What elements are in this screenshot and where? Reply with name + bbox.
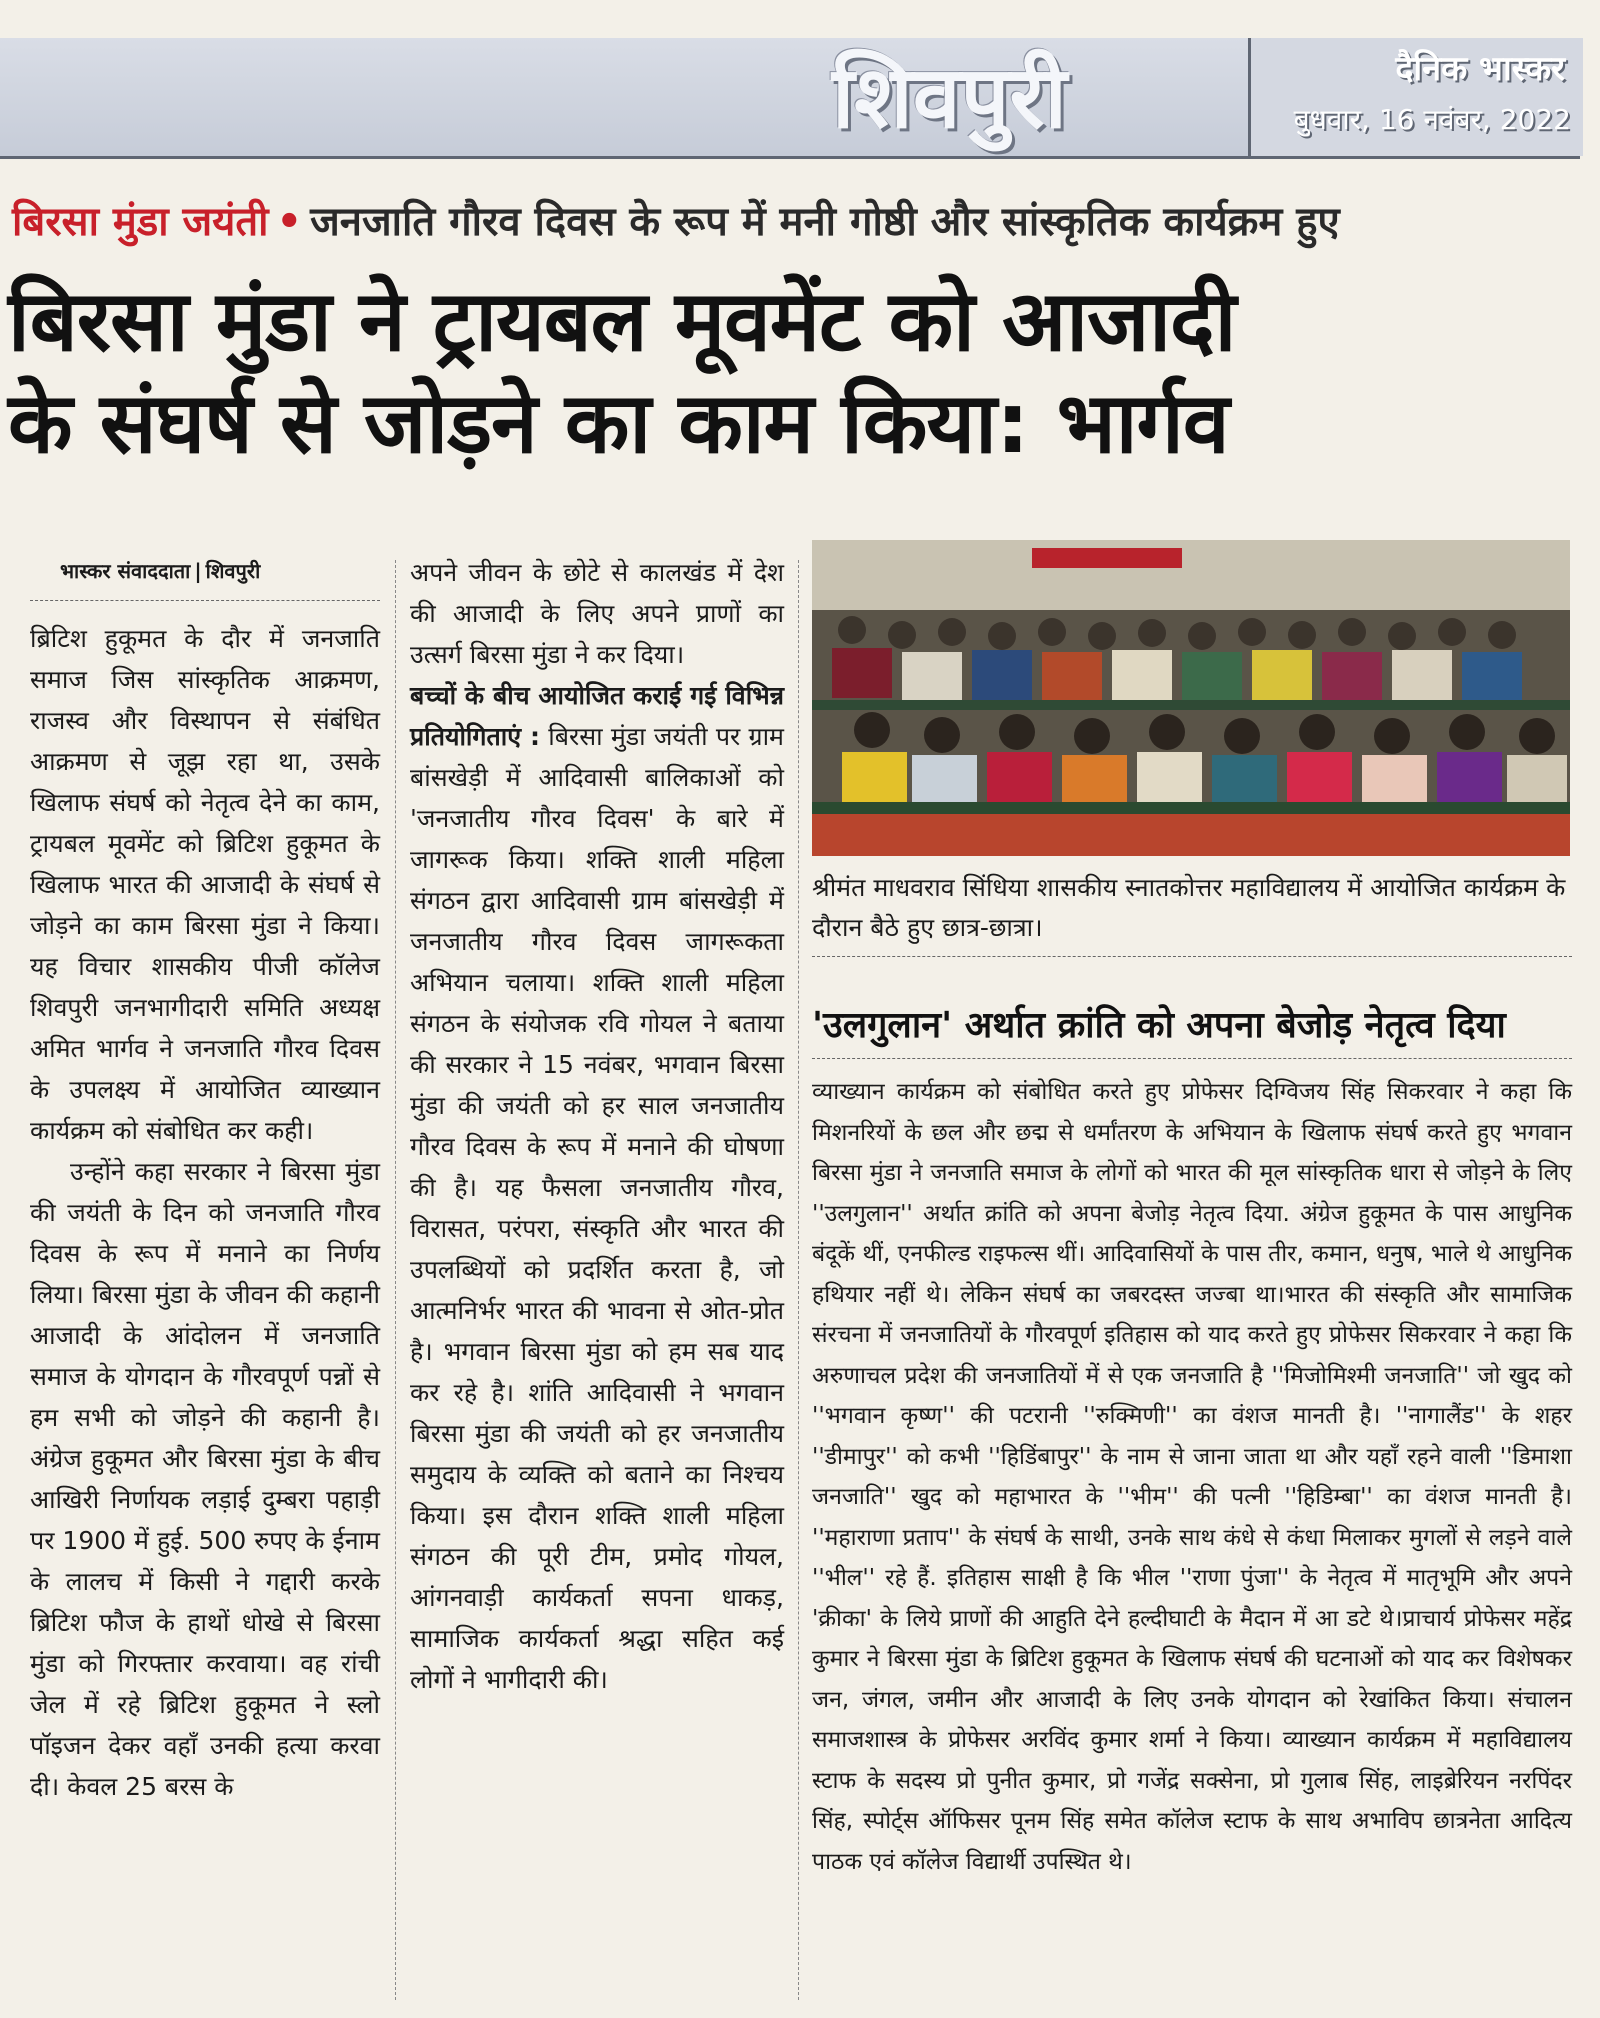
paper-name: दैनिक भास्कर [1395, 49, 1565, 89]
byline [60, 557, 260, 584]
caption-rule [812, 956, 1572, 957]
kicker-bullet: • [276, 199, 303, 245]
column-2 [410, 552, 784, 1700]
column-divider-2 [798, 560, 799, 2000]
headline-line-2: के संघर्ष से जोड़ने का काम किया: भार्गव [8, 374, 1229, 472]
column-divider-1 [395, 560, 396, 2000]
column-2-paragraph-2: बिरसा मुंडा जयंती पर ग्राम बांसखेड़ी में आदिवासी बालिकाओं को 'जनजातीय गौरव दिवस' के बारे में जागरूक किया। शक्ति शाली महिला संगठन द्वारा आदिवासी ग्राम बांसखेड़ी में जनजातीय गौरव दिवस जागरूकता अभियान चलाया। शक्ति शाली महिला संगठन के संयोजक रवि गोयल ने बताया की सरकार ने 15 नवंबर, भगवान बिरसा मुंडा की जयंती को हर साल जनजातीय गौरव दिवस के रूप में मनाने की घोषणा की है। यह फैसला जनजातीय गौरव, विरासत, परंपरा, संस्कृति और भारत की उपलब्धियों को प्रदर्शित करता है, जो आत्मनिर्भर भारत की भावना से ओत-प्रोत है। भगवान बिरसा मुंडा को हम सब याद कर रहे है। शांति आदिवासी ने भगवान बिरसा मुंडा की जयंती को हर जनजातीय समुदाय के व्यक्ति को बताने का निश्चय किया। इस दौरान शक्ति शाली महिला संगठन की पूरी टीम, प्रमोद गोयल, आंगनवाड़ी कार्यकर्ता सपना धाकड़, सामाजिक कार्यकर्ता श्रद्धा सहित कई लोगों ने भागीदारी की। [410, 722, 785, 1694]
kicker-tag: बिरसा मुंडा जयंती [12, 199, 269, 245]
byline-separator: | [194, 559, 202, 583]
column-1-paragraph-1: ब्रिटिश हुकूमत के दौर में जनजाति समाज जिस सांस्कृतिक आक्रमण, राजस्व और विस्थापन से संबंधित आक्रमण से जूझ रहा था, उसके खिलाफ संघर्ष को नेतृत्व देने का काम, ट्रायबल मूवमेंट को ब्रिटिश हुकूमत के खिलाफ भारत की आजादी के संघर्ष से जोड़ने का काम बिरसा मुंडा ने किया। यह विचार शासकीय पीजी कॉलेज शिवपुरी जनभागीदारी समिति अध्यक्ष अमित भार्गव ने जनजाति गौरव दिवस के उपलक्ष्य में आयोजित व्याख्यान कार्यक्रम को संबोधित कर कही। [30, 624, 380, 1145]
photo-caption: श्रीमंत माधवराव सिंधिया शासकीय स्नातकोत्तर महाविद्यालय में आयोजित कार्यक्रम के दौरान बैठे हुए छात्र-छात्रा। [812, 873, 1566, 942]
column-1-paragraph-2: उन्होंने कहा सरकार ने बिरसा मुंडा की जयंती के दिन को जनजाति गौरव दिवस के रूप में मनाने का निर्णय लिया। बिरसा मुंडा के जीवन की कहानी आजादी के आंदोलन में जनजाति समाज के योगदान के गौरवपूर्ण पन्नों से हम सभी को जोड़ने की कहानी है।अंग्रेज हुकूमत और बिरसा मुंडा के बीच आखिरी निर्णायक लड़ाई दुम्बरा पहाड़ी पर 1900 में हुई. 500 रुपए के ईनाम के लालच में किसी ने गद्दारी करके ब्रिटिश फौज के हाथों धोखे से बिरसा मुंडा को गिरफ्तार करवाया। वह रांची जेल में रहे ब्रिटिश हुकूमत ने स्लो पॉइजन देकर वहाँ उनकी हत्या करवा दी। केवल 25 बरस के [30, 1157, 380, 1801]
kicker-subtitle: जनजाति गौरव दिवस के रूप में मनी गोष्ठी और सांस्कृतिक कार्यक्रम हुए [310, 199, 1340, 245]
column-2-paragraph-1: अपने जीवन के छोटे से कालखंड में देश की आजादी के लिए अपने प्राणों का उत्सर्ग बिरसा मुंडा ने कर दिया। [410, 558, 784, 669]
byline-place: शिवपुरी [205, 559, 261, 583]
column-1 [30, 618, 380, 1807]
column-2-subhead: बच्चों के बीच आयोजित कराई गई विभिन्न प्रतियोगिताएं : [410, 681, 784, 751]
audience-photo-illustration [812, 540, 1570, 856]
headline-line-1: बिरसा मुंडा ने ट्रायबल मूवमेंट को आजादी [8, 272, 1236, 370]
city-title: शिवपुरी [832, 48, 1067, 148]
story-2-body: व्याख्यान कार्यक्रम को संबोधित करते हुए प्रोफेसर दिग्विजय सिंह सिकरवार ने कहा कि मिशनरियों के छल और छद्म से धर्मांतरण के अभियान के खिलाफ संघर्ष करते हुए भगवान बिरसा मुंडा ने जनजाति समाज के लोगों को भारत की मूल सांस्कृतिक धारा से जोड़ने के लिए ''उलगुलान'' अर्थात क्रांति को अपना बेजोड़ नेतृत्व दिया. अंग्रेज हुकूमत के पास आधुनिक बंदूकें थीं, एनफील्ड राइफल्स थीं। आदिवासियों के पास तीर, कमान, धनुष, भाले थे आधुनिक हथियार नहीं थे। लेकिन संघर्ष का जबरदस्त जज्बा था।भारत की संस्कृति और सामाजिक संरचना में जनजातियों के गौरवपूर्ण इतिहास को याद करते हुए प्रोफेसर सिकरवार ने कहा कि अरुणाचल प्रदेश की जनजातियों में से एक जनजाति है ''मिजोमिश्मी जनजाति'' जो खुद को ''भगवान कृष्ण'' की पटरानी ''रुक्मिणी'' का वंशज मानती है। ''नागालैंड'' के शहर ''डीमापुर'' को कभी ''हिडिंबापुर'' के नाम से जाना जाता था और यहाँ रहने वाली ''डिमाशा जनजाति'' खुद को महाभारत के ''भीम'' की पत्नी ''हिडिम्बा'' का वंशज मानती है। ''महाराणा प्रताप'' के संघर्ष के साथी, उनके साथ कंधे से कंधा मिलाकर मुगलों से लड़ने वाले ''भील'' रहे हैं. इतिहास साक्षी है कि भील ''राणा पुंजा'' के नेतृत्व में मातृभूमि और अपने 'क्रीका' के लिये प्राणों की आहुति देने हल्दीघाटी के मैदान में आ डटे थे।प्राचार्य प्रोफेसर महेंद्र कुमार ने बिरसा मुंडा के ब्रिटिश हुकूमत के खिलाफ संघर्ष की घटनाओं को याद कर विशेषकर जन, जंगल, जमीन और आजादी के लिए उनके योगदान को रेखांकित किया। संचालन समाजशास्त्र के प्रोफेसर अरविंद कुमार शर्मा ने किया। व्याख्यान कार्यक्रम में महाविद्यालय स्टाफ के सदस्य प्रो पुनीत कुमार, प्रो गजेंद्र सक्सेना, प्रो गुलाब सिंह, लाइब्रेरियन नरपिंदर सिंह, स्पोर्ट्स ऑफिसर पूनम सिंह समेत कॉलेज स्टाफ के साथ अभाविप छात्रनेता आदित्य पाठक एवं कॉलेज विद्यार्थी उपस्थित थे। [812, 1079, 1572, 1875]
story-2-headline: 'उलगुलान' अर्थात क्रांति को अपना बेजोड़ नेतृत्व दिया [812, 1005, 1506, 1046]
event-photo [812, 540, 1570, 856]
byline-rule [30, 600, 380, 601]
main-headline [8, 270, 1588, 474]
masthead-box [1248, 38, 1583, 156]
byline-reporter: भास्कर संवाददाता [60, 559, 191, 583]
kicker [12, 192, 1340, 252]
story-2-rule [812, 1058, 1572, 1059]
paper-date: बुधवार, 16 नवंबर, 2022 [1293, 103, 1571, 136]
masthead [0, 38, 1580, 159]
